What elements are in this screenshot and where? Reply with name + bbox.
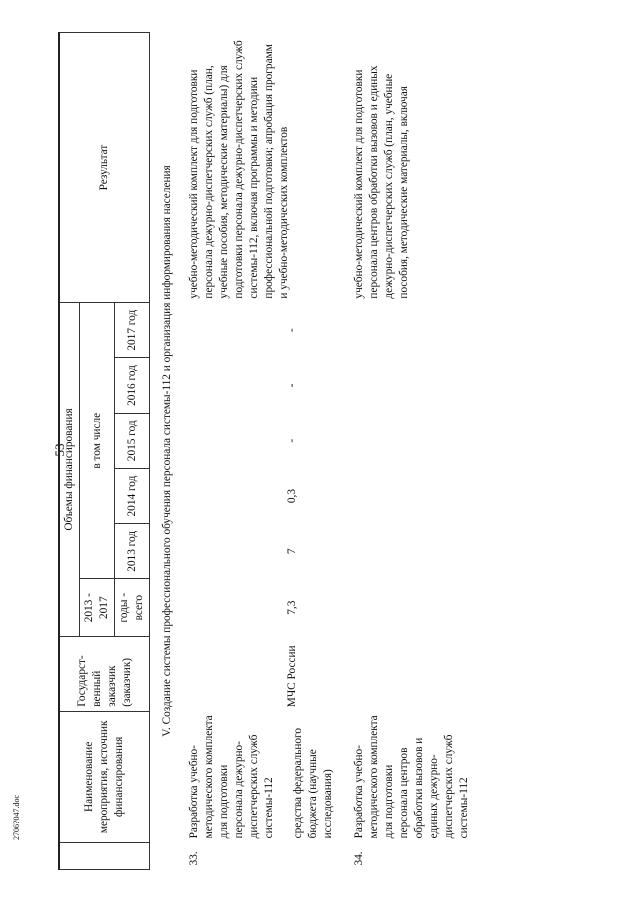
row-number: 34.: [353, 851, 365, 866]
row-2014: [338, 468, 474, 523]
row-result: учебно-методический комплект для подготовки персонала центров обработки вызовов и единых дежурно-диспетчерских служб (план, учебные пособия, методические материалы, включая: [353, 65, 410, 299]
row-2017: [338, 303, 474, 358]
row-total: 7,3: [286, 600, 298, 615]
section-title: V. Создание системы профессионального обучения персонала системы-112 и организация информирования населения: [161, 165, 173, 737]
page-number: 53: [52, 443, 67, 457]
year-2013-header: 2013 год: [115, 524, 150, 579]
row-2013: [338, 524, 474, 579]
row-2015: [338, 413, 474, 468]
row-2017: -: [286, 328, 298, 333]
total-header: годы - всего: [115, 579, 150, 636]
document-sheet: [58, 32, 578, 870]
year-2017-header: 2017 год: [115, 303, 150, 358]
year-2016-header: 2016 год: [115, 358, 150, 413]
row-name: [185, 711, 338, 842]
row-result: учебно-методический комплект для подготовки персонала дежурно-диспетчерских служб (план, учебные пособия, методические материалы) для подготовки персонала дежурно-диспетчерских служб системы-112, включая программы и методики профессиональной подготовки; апробация программ и учебно-методических комплектов: [188, 40, 290, 299]
customer-header: Государст-венный заказчик (заказчик): [59, 636, 150, 711]
row-customer: [338, 636, 474, 711]
row-name-text: Разработка учебно-методического комплекта для подготовки персонала дежурно-диспетчерских служб системы-112: [188, 715, 275, 839]
including-header: в том числе: [80, 303, 115, 579]
row-number: 33.: [188, 851, 200, 866]
funding-header: Объемы финансирования: [59, 303, 80, 637]
year-2015-header: 2015 год: [115, 413, 150, 468]
row-2014: 0,3: [286, 488, 298, 504]
row-2015: -: [286, 438, 298, 443]
row-2016: [338, 358, 474, 413]
total-years-header: 2013 - 2017: [80, 579, 115, 636]
row-customer: МЧС России: [286, 645, 298, 708]
row-2013: 7: [286, 548, 298, 555]
row-2016: -: [286, 383, 298, 388]
table-row: [338, 33, 474, 870]
row-name: Разработка учебно-методического комплекта для подготовки персонала центров обработки вызовов и единых дежурно-диспетчерских служб системы-112: [353, 715, 470, 839]
file-footer: 2706?047.doc: [12, 794, 21, 840]
name-header: Наименование мероприятия, источник финансирования: [59, 711, 150, 842]
num-header: [59, 842, 150, 869]
funding-table: [58, 32, 474, 870]
table-row: [185, 33, 338, 870]
row-total: [338, 579, 474, 636]
year-2014-header: 2014 год: [115, 468, 150, 523]
result-header: Результат: [59, 33, 150, 303]
row-source-text: средства федерального бюджета (научные исследования): [292, 727, 334, 839]
